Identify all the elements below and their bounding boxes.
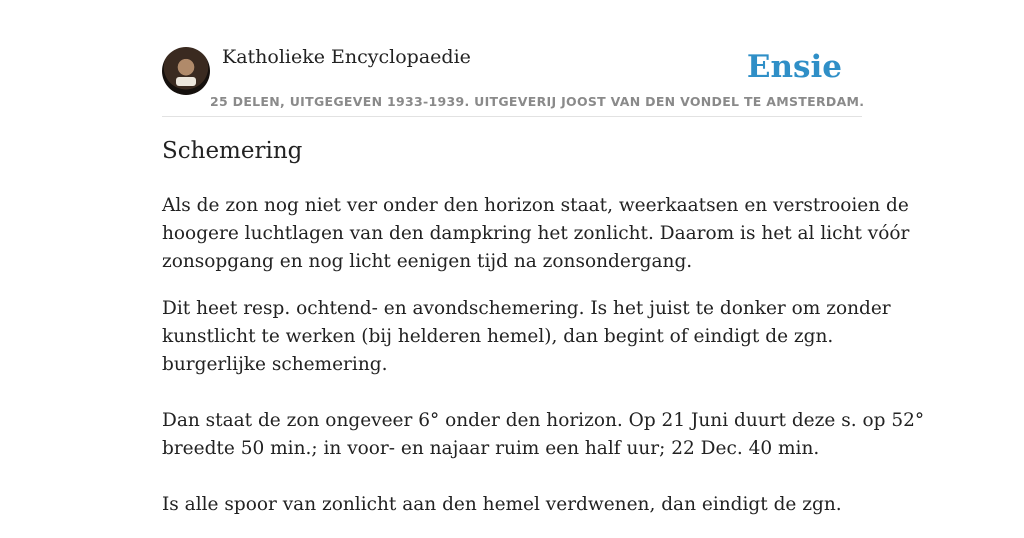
paragraph-2 [162, 295, 925, 519]
article-title: Schemering [162, 138, 303, 164]
line-break [162, 463, 862, 491]
text-line: Als de zon nog niet ver onder den horizon staat, weerkaatsen en verstrooien de [162, 195, 909, 216]
publication-title[interactable]: Katholieke Encyclopaedie [222, 46, 471, 68]
text-line: breedte 50 min.; in voor- en najaar ruim een half uur; 22 Dec. 40 min. [162, 438, 820, 459]
ensie-logo-link[interactable]: Ensie [746, 49, 842, 85]
avatar-collar [176, 77, 196, 86]
paragraph-1 [162, 192, 910, 276]
text-line: Is alle spoor van zonlicht aan den hemel verdwenen, dan eindigt de zgn. [162, 494, 842, 515]
line-break [162, 379, 862, 407]
text-line: kunstlicht te werken (bij helderen hemel), dan begint of eindigt de zgn. [162, 326, 834, 347]
text-line: Dit heet resp. ochtend- en avondschemering. Is het juist te donker om zonder [162, 298, 891, 319]
publication-subtitle: 25 DELEN, UITGEGEVEN 1933-1939. UITGEVERIJ JOOST VAN DEN VONDEL TE AMSTERDAM. [210, 94, 865, 109]
text-line: hoogere luchtlagen van den dampkring het zonlicht. Daarom is het al licht vóór [162, 223, 910, 244]
site-header [162, 45, 865, 117]
text-line: burgerlijke schemering. [162, 354, 388, 375]
publication-avatar[interactable] [162, 47, 210, 95]
text-line: Dan staat de zon ongeveer 6° onder den horizon. Op 21 Juni duurt deze s. op 52° [162, 410, 925, 431]
text-line: zonsopgang en nog licht eenigen tijd na zonsondergang. [162, 251, 693, 272]
article-body [162, 192, 925, 538]
